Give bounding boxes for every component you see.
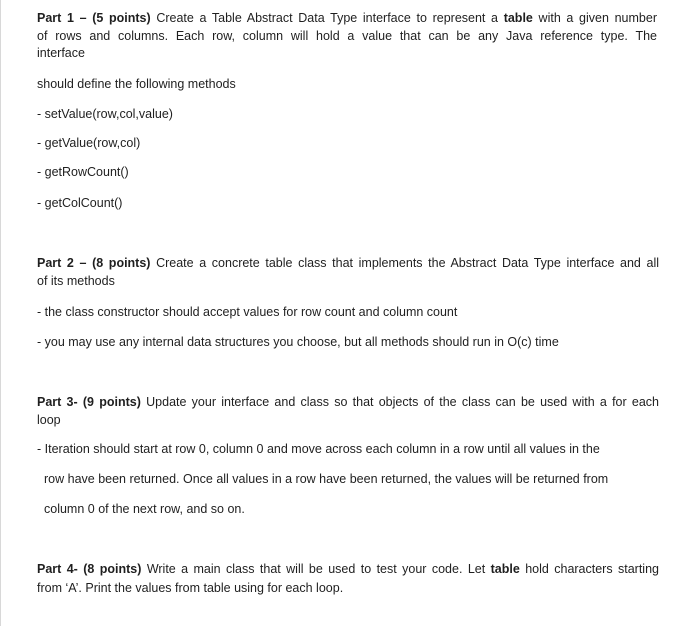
part4-line2: from ‘A’. Print the values from table using for each loop. — [37, 581, 344, 595]
part4-text-b: hold characters starting — [519, 562, 659, 576]
part3-line1 — [37, 394, 659, 410]
part4-text-a: Write a main class that will be used to test your code. Let — [141, 562, 491, 576]
part1-line1 — [37, 10, 657, 26]
part2-bullet: - the class constructor should accept values for row count and column count — [37, 305, 458, 319]
part2-line2: of its methods — [37, 274, 115, 288]
part3-label: Part 3- (9 points) — [37, 395, 141, 409]
part3-line2: loop — [37, 413, 61, 427]
part1-label: Part 1 – (5 points) — [37, 11, 151, 25]
part3-bullet-line1: - Iteration should start at row 0, column 0 and move across each column in a row until all values in the — [37, 442, 600, 456]
part4-label: Part 4- (8 points) — [37, 562, 142, 576]
method-item: - setValue(row,col,value) — [37, 107, 173, 121]
part2-bullet: - you may use any internal data structures you choose, but all methods should run in O(c) time — [37, 335, 559, 349]
part2-line1 — [37, 255, 659, 271]
part1-table-term: table — [503, 11, 533, 25]
part3-bullet-line3: column 0 of the next row, and so on. — [44, 502, 245, 516]
method-item: - getValue(row,col) — [37, 136, 141, 150]
part2-label: Part 2 – (8 points) — [37, 256, 151, 270]
part4-line1 — [37, 561, 659, 577]
part3-bullet-line2: row have been returned. Once all values in a row have been returned, the values will be returned from — [44, 472, 609, 486]
part2-text: Create a concrete table class that implements the Abstract Data Type interface and all — [150, 256, 659, 270]
part1-methods-intro: should define the following methods — [37, 77, 236, 91]
part3-text: Update your interface and class so that objects of the class can be used with a for each — [140, 395, 659, 409]
part1-text-a: Create a Table Abstract Data Type interface to represent a — [150, 11, 504, 25]
part1-line3: interface — [37, 46, 85, 60]
part1-text-b: with a given number — [532, 11, 657, 25]
part1-line2: of rows and columns. Each row, column will hold a value that can be any Java reference type. The — [37, 29, 657, 43]
part4-table-term: table — [490, 562, 520, 576]
method-item: - getRowCount() — [37, 165, 129, 179]
method-item: - getColCount() — [37, 196, 123, 210]
